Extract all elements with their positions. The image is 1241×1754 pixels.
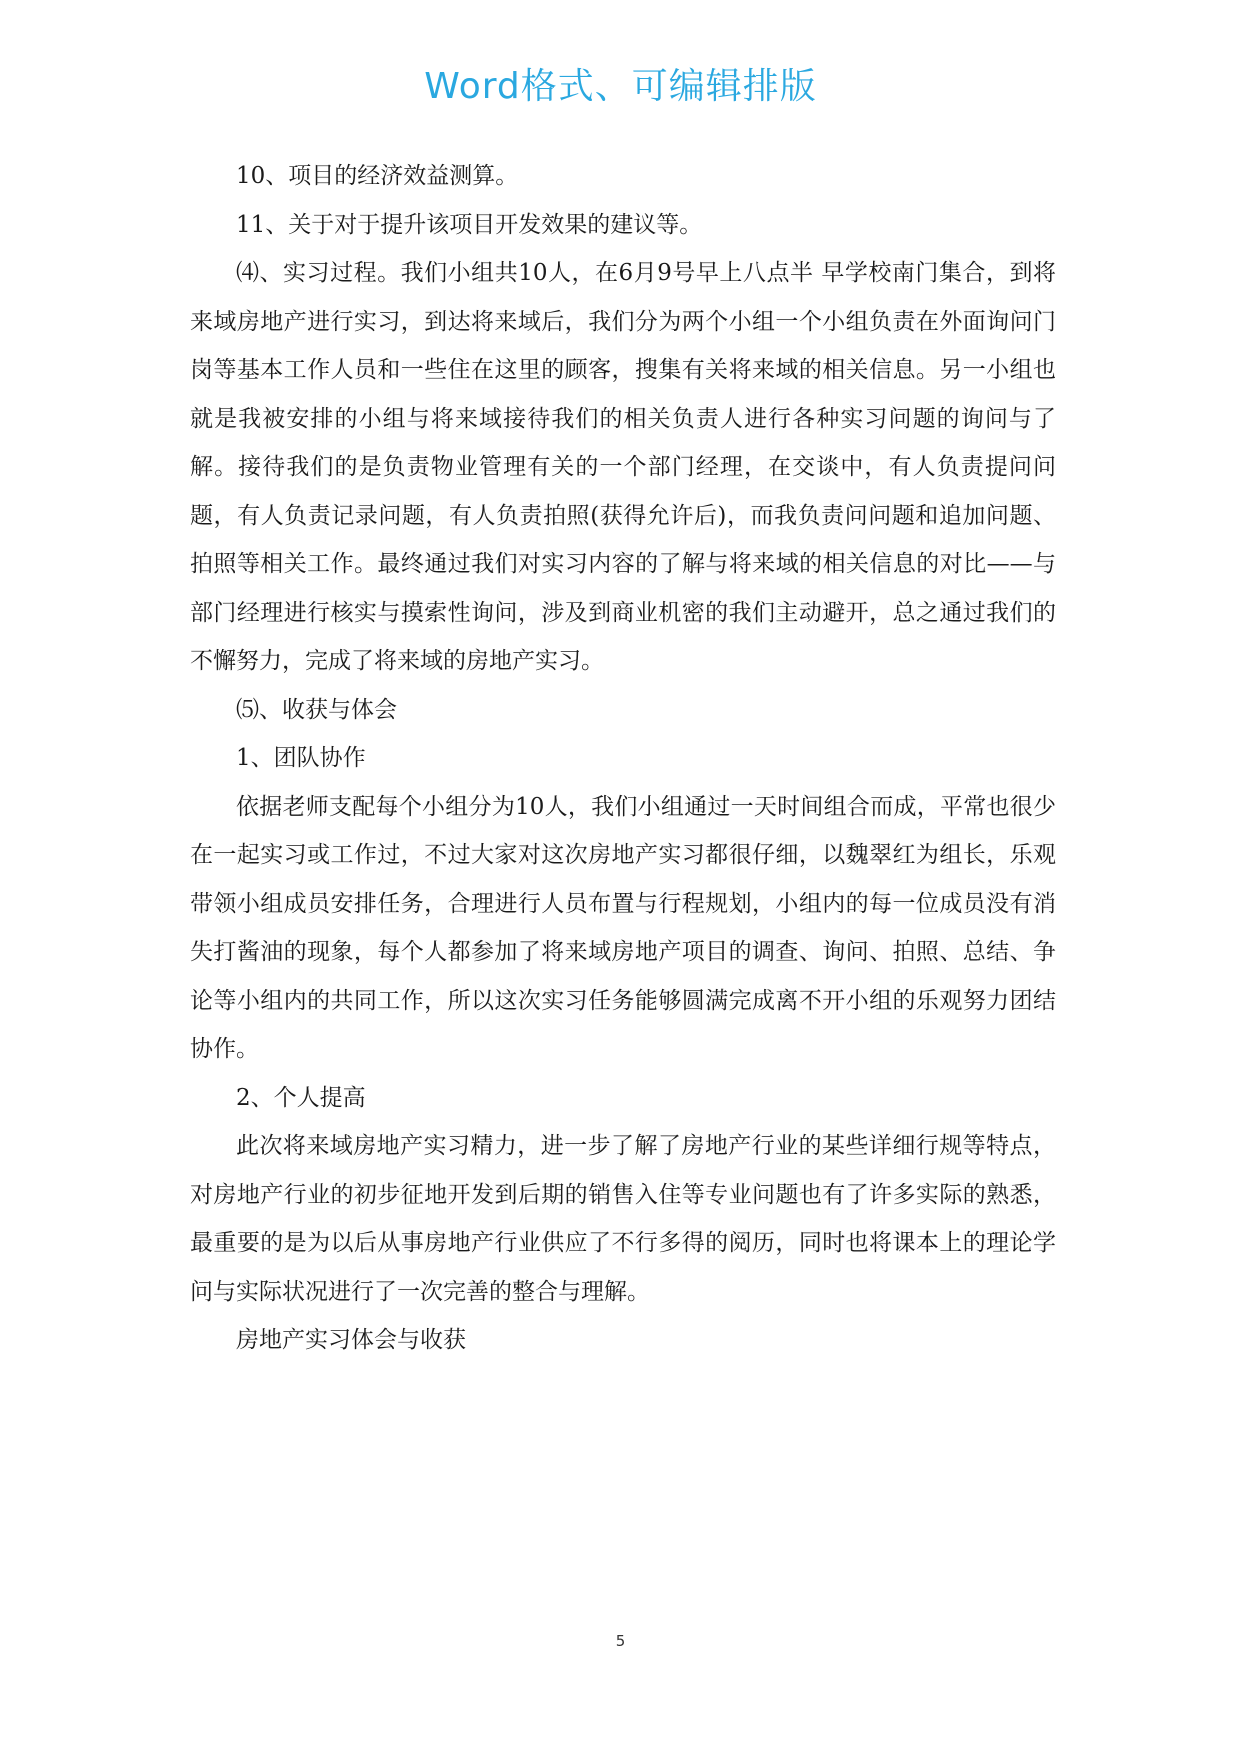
header-title: Word格式、可编辑排版 [424, 66, 817, 107]
paragraph-item-10: 10、项目的经济效益测算。 [236, 163, 519, 189]
section-heading-gains: ⑸、收获与体会 [236, 696, 397, 723]
section-heading-experience: 房地产实习体会与收获 [236, 1327, 466, 1353]
document-body [190, 152, 1056, 1365]
subheading-teamwork: 1、团队协作 [236, 745, 366, 771]
paragraph-internship-process: ⑷、实习过程。我们小组共10人，在6月9号早上八点半 早学校南门集合，到将来域房地产进行实习，到达将来域后，我们分为两个小组一个小组负责在外面询问门岗等基本工作人员和一些住在这里的顾客，搜集有关将来域的相关信息。另一小组也就是我被安排的小组与将来域接待我们的相关负责人进行各种实习问题的询问与了解。接待我们的是负责物业管理有关的一个部门经理，在交谈中，有人负责提问问题，有人负责记录问题，有人负责拍照(获得允许后)，而我负责问问题和追加问题、拍照等相关工作。最终通过我们对实习内容的了解与将来域的相关信息的对比——与部门经理进行核实与摸索性询问，涉及到商业机密的我们主动避开，总之通过我们的不懈努力，完成了将来域的房地产实习。 [190, 260, 1056, 674]
paragraph-teamwork: 依据老师支配每个小组分为10人，我们小组通过一天时间组合而成，平常也很少在一起实习或工作过，不过大家对这次房地产实习都很仔细，以魏翠红为组长，乐观带领小组成员安排任务，合理进行人员布置与行程规划，小组内的每一位成员没有消失打酱油的现象，每个人都参加了将来域房地产项目的调查、询问、拍照、总结、争论等小组内的共同工作，所以这次实习任务能够圆满完成离不开小组的乐观努力团结协作。 [190, 793, 1056, 1062]
paragraph-item-11: 11、关于对于提升该项目开发效果的建议等。 [236, 211, 703, 238]
paragraph-personal-improvement: 此次将来域房地产实习精力，进一步了解了房地产行业的某些详细行规等特点，对房地产行业的初步征地开发到后期的销售入住等专业问题也有了许多实际的熟悉，最重要的是为以后从事房地产行业供应了不行多得的阅历，同时也将课本上的理论学问与实际状况进行了一次完善的整合与理解。 [190, 1133, 1056, 1305]
subheading-personal-improvement: 2、个人提高 [236, 1084, 366, 1111]
page-number: 5 [615, 1632, 626, 1650]
